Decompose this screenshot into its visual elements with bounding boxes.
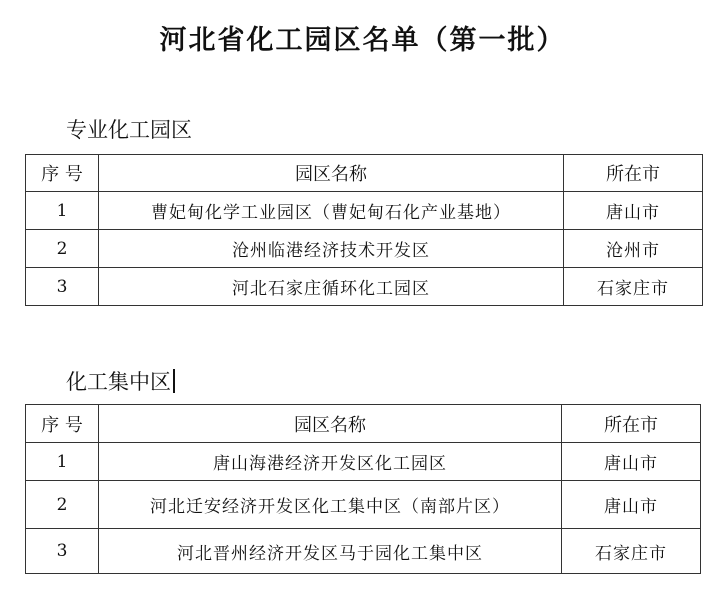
table-row xyxy=(26,529,701,574)
column-header-city: 所在市 xyxy=(562,405,701,443)
cell-city: 石家庄市 xyxy=(562,529,701,574)
cell-no: 1 xyxy=(26,443,99,481)
cell-no: 2 xyxy=(26,481,99,529)
table-specialized-parks xyxy=(25,154,703,306)
cell-city: 唐山市 xyxy=(562,443,701,481)
cell-name: 曹妃甸化学工业园区（曹妃甸石化产业基地） xyxy=(99,192,564,230)
column-header-no: 序 号 xyxy=(26,155,99,192)
cell-name: 唐山海港经济开发区化工园区 xyxy=(99,443,562,481)
section-heading-text: 化工集中区 xyxy=(66,370,171,394)
table-header-row xyxy=(26,405,701,443)
table-row xyxy=(26,230,703,268)
section-heading-specialized: 专业化工园区 xyxy=(66,118,192,142)
cell-city: 沧州市 xyxy=(564,230,703,268)
cell-city: 唐山市 xyxy=(562,481,701,529)
cell-no: 2 xyxy=(26,230,99,268)
cell-name: 河北晋州经济开发区马于园化工集中区 xyxy=(99,529,562,574)
table-row xyxy=(26,268,703,306)
table-header-row xyxy=(26,155,703,192)
cell-no: 3 xyxy=(26,529,99,574)
section-heading-concentrated xyxy=(66,366,175,396)
page-title: 河北省化工园区名单（第一批） xyxy=(159,25,566,56)
cell-name: 沧州临港经济技术开发区 xyxy=(99,230,564,268)
cell-city: 唐山市 xyxy=(564,192,703,230)
table-concentrated-zones xyxy=(25,404,701,574)
cell-name: 河北石家庄循环化工园区 xyxy=(99,268,564,306)
cell-name: 河北迁安经济开发区化工集中区（南部片区） xyxy=(99,481,562,529)
table-row xyxy=(26,192,703,230)
column-header-name: 园区名称 xyxy=(99,405,562,443)
table-row xyxy=(26,443,701,481)
column-header-city: 所在市 xyxy=(564,155,703,192)
text-cursor xyxy=(173,369,175,393)
cell-no: 3 xyxy=(26,268,99,306)
cell-no: 1 xyxy=(26,192,99,230)
table-row xyxy=(26,481,701,529)
column-header-no: 序 号 xyxy=(26,405,99,443)
column-header-name: 园区名称 xyxy=(99,155,564,192)
cell-city: 石家庄市 xyxy=(564,268,703,306)
